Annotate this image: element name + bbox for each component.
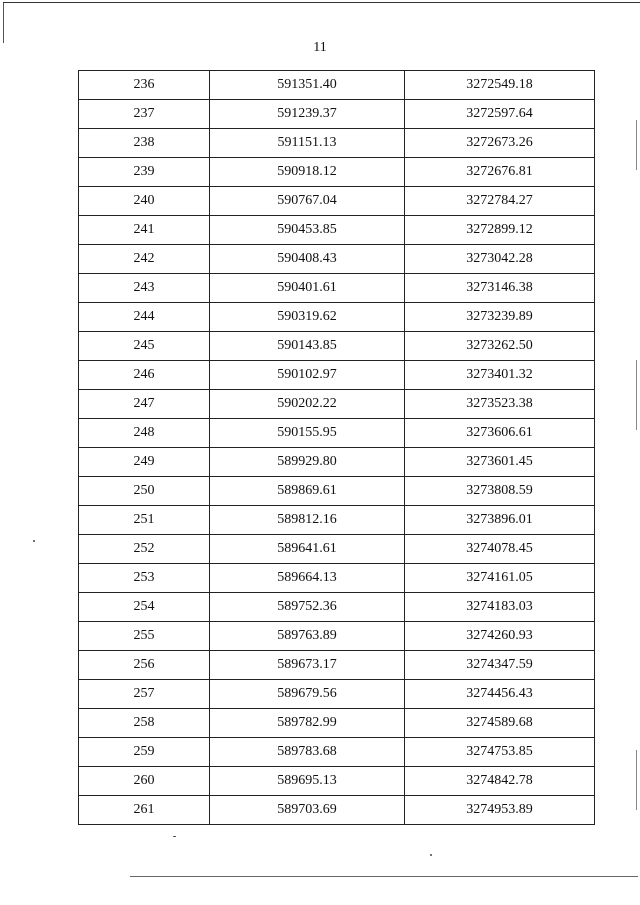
- table-row: [79, 767, 595, 796]
- y-coordinate-cell: 3274347.59: [405, 651, 595, 680]
- point-number-cell: 257: [79, 680, 210, 709]
- table-row: [79, 129, 595, 158]
- scan-right-edge-mark: [636, 750, 637, 810]
- point-number-cell: 249: [79, 448, 210, 477]
- x-coordinate-cell: 589695.13: [210, 767, 405, 796]
- table-row: [79, 593, 595, 622]
- x-coordinate-cell: 589812.16: [210, 506, 405, 535]
- table-row: [79, 477, 595, 506]
- y-coordinate-cell: 3274183.03: [405, 593, 595, 622]
- scan-right-edge-mark: [636, 120, 637, 170]
- point-number-cell: 256: [79, 651, 210, 680]
- scan-speck: [173, 836, 176, 837]
- y-coordinate-cell: 3273606.61: [405, 419, 595, 448]
- point-number-cell: 243: [79, 274, 210, 303]
- table-row: [79, 651, 595, 680]
- table-row: [79, 564, 595, 593]
- scan-bottom-border: [130, 876, 638, 877]
- y-coordinate-cell: 3274589.68: [405, 709, 595, 738]
- point-number-cell: 245: [79, 332, 210, 361]
- y-coordinate-cell: 3273239.89: [405, 303, 595, 332]
- point-number-cell: 253: [79, 564, 210, 593]
- point-number-cell: 236: [79, 71, 210, 100]
- x-coordinate-cell: 590408.43: [210, 245, 405, 274]
- y-coordinate-cell: 3273262.50: [405, 332, 595, 361]
- x-coordinate-cell: 590155.95: [210, 419, 405, 448]
- y-coordinate-cell: 3274953.89: [405, 796, 595, 825]
- x-coordinate-cell: 590401.61: [210, 274, 405, 303]
- x-coordinate-cell: 589869.61: [210, 477, 405, 506]
- table-row: [79, 216, 595, 245]
- point-number-cell: 250: [79, 477, 210, 506]
- point-number-cell: 248: [79, 419, 210, 448]
- y-coordinate-cell: 3272784.27: [405, 187, 595, 216]
- y-coordinate-cell: 3272549.18: [405, 71, 595, 100]
- table-row: [79, 274, 595, 303]
- y-coordinate-cell: 3272597.64: [405, 100, 595, 129]
- y-coordinate-cell: 3274456.43: [405, 680, 595, 709]
- point-number-cell: 242: [79, 245, 210, 274]
- x-coordinate-cell: 590143.85: [210, 332, 405, 361]
- x-coordinate-cell: 589783.68: [210, 738, 405, 767]
- table-row: [79, 419, 595, 448]
- y-coordinate-cell: 3273401.32: [405, 361, 595, 390]
- x-coordinate-cell: 590918.12: [210, 158, 405, 187]
- table-row: [79, 71, 595, 100]
- coordinate-table-body: [79, 71, 595, 825]
- point-number-cell: 259: [79, 738, 210, 767]
- point-number-cell: 255: [79, 622, 210, 651]
- coordinate-table: [78, 70, 595, 825]
- y-coordinate-cell: 3273808.59: [405, 477, 595, 506]
- x-coordinate-cell: 589641.61: [210, 535, 405, 564]
- point-number-cell: 246: [79, 361, 210, 390]
- point-number-cell: 239: [79, 158, 210, 187]
- point-number-cell: 244: [79, 303, 210, 332]
- y-coordinate-cell: 3273896.01: [405, 506, 595, 535]
- table-row: [79, 796, 595, 825]
- point-number-cell: 241: [79, 216, 210, 245]
- table-row: [79, 622, 595, 651]
- x-coordinate-cell: 589673.17: [210, 651, 405, 680]
- point-number-cell: 237: [79, 100, 210, 129]
- point-number-cell: 238: [79, 129, 210, 158]
- y-coordinate-cell: 3272676.81: [405, 158, 595, 187]
- y-coordinate-cell: 3272899.12: [405, 216, 595, 245]
- y-coordinate-cell: 3274842.78: [405, 767, 595, 796]
- point-number-cell: 251: [79, 506, 210, 535]
- x-coordinate-cell: 590319.62: [210, 303, 405, 332]
- point-number-cell: 254: [79, 593, 210, 622]
- table-row: [79, 535, 595, 564]
- scan-right-edge-mark: [636, 360, 637, 430]
- table-row: [79, 332, 595, 361]
- x-coordinate-cell: 591151.13: [210, 129, 405, 158]
- table-row: [79, 709, 595, 738]
- table-row: [79, 100, 595, 129]
- y-coordinate-cell: 3273042.28: [405, 245, 595, 274]
- point-number-cell: 240: [79, 187, 210, 216]
- scan-left-edge-mark: [3, 3, 4, 43]
- x-coordinate-cell: 589782.99: [210, 709, 405, 738]
- point-number-cell: 252: [79, 535, 210, 564]
- x-coordinate-cell: 590767.04: [210, 187, 405, 216]
- y-coordinate-cell: 3273523.38: [405, 390, 595, 419]
- scan-speck: [430, 854, 432, 856]
- scan-top-border: [3, 2, 640, 3]
- x-coordinate-cell: 589929.80: [210, 448, 405, 477]
- point-number-cell: 260: [79, 767, 210, 796]
- y-coordinate-cell: 3272673.26: [405, 129, 595, 158]
- page-number: 11: [313, 40, 327, 55]
- table-row: [79, 390, 595, 419]
- x-coordinate-cell: 589679.56: [210, 680, 405, 709]
- x-coordinate-cell: 589664.13: [210, 564, 405, 593]
- table-row: [79, 361, 595, 390]
- table-row: [79, 738, 595, 767]
- y-coordinate-cell: 3273146.38: [405, 274, 595, 303]
- point-number-cell: 258: [79, 709, 210, 738]
- table-row: [79, 187, 595, 216]
- x-coordinate-cell: 589703.69: [210, 796, 405, 825]
- point-number-cell: 261: [79, 796, 210, 825]
- point-number-cell: 247: [79, 390, 210, 419]
- x-coordinate-cell: 590102.97: [210, 361, 405, 390]
- y-coordinate-cell: 3273601.45: [405, 448, 595, 477]
- x-coordinate-cell: 589752.36: [210, 593, 405, 622]
- table-row: [79, 506, 595, 535]
- y-coordinate-cell: 3274078.45: [405, 535, 595, 564]
- x-coordinate-cell: 591351.40: [210, 71, 405, 100]
- x-coordinate-cell: 590202.22: [210, 390, 405, 419]
- y-coordinate-cell: 3274260.93: [405, 622, 595, 651]
- scan-speck: [33, 540, 35, 542]
- table-row: [79, 303, 595, 332]
- table-row: [79, 158, 595, 187]
- table-row: [79, 680, 595, 709]
- y-coordinate-cell: 3274161.05: [405, 564, 595, 593]
- y-coordinate-cell: 3274753.85: [405, 738, 595, 767]
- x-coordinate-cell: 591239.37: [210, 100, 405, 129]
- x-coordinate-cell: 589763.89: [210, 622, 405, 651]
- x-coordinate-cell: 590453.85: [210, 216, 405, 245]
- table-row: [79, 448, 595, 477]
- table-row: [79, 245, 595, 274]
